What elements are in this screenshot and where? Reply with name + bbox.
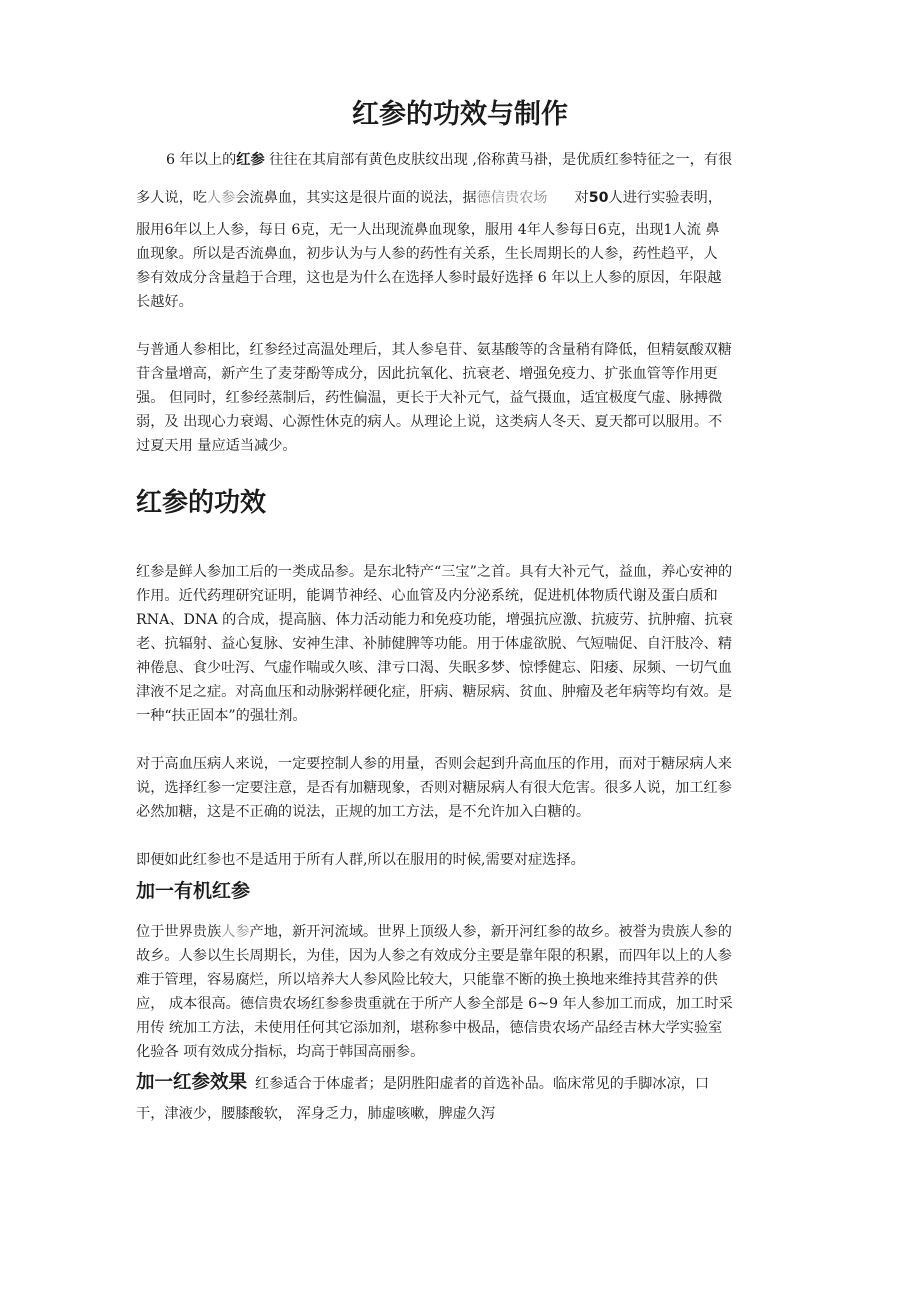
para6-line: 难于管理，容易腐烂，所以培养大人参风险比较大，只能靠不断的换土换地来维持其营养的供	[136, 972, 718, 988]
para3-line: RNA、DNA 的合成，提高脑、体力活动能力和免疫功能，增强抗应激、抗疲劳、抗肿瘤、抗衰	[136, 612, 733, 628]
text-run: 往往在其肩部有黄色皮肤纹出现 ,俗称黄马褂，是优质红参特征之一，有很	[264, 152, 733, 168]
section-heading-effect: 加一红参效果	[136, 1072, 248, 1093]
para4-line: 必然加糖，这是不正确的说法，正规的加工方法，是不允许加入白糖的。	[136, 804, 591, 820]
link-dexingui-farm[interactable]: 德信贵农场	[476, 190, 548, 206]
para2-line: 与普通人参相比，红参经过高温处理后，其人参皂苷、氨基酸等的含量稍有降低，但精氨酸双糖	[136, 342, 732, 358]
para1-line5: 参有效成分含量趋于合理，这也是为什么在选择人参时最好选择 6 年以上人参的原因，年限越	[136, 270, 722, 286]
para6-line: 故乡。人参以生长周期长，为佳，因为人参之有效成分主要是靠年限的积累，而四年以上的人参	[136, 948, 732, 964]
number-50: 50	[588, 190, 609, 206]
text-run: 红参适合于体虚者；是阴胜阳虚者的首选补品。临床常见的手脚冰凉，口	[255, 1076, 710, 1092]
text-run: 产地，新开河流域。世界上顶级人参，新开河红参的故乡。被誉为贵族人参的	[249, 924, 732, 940]
para7-line1	[136, 1068, 709, 1099]
page-title: 红参的功效与制作	[352, 99, 568, 130]
para4-line: 说，选择红参一定要注意，是否有加糖现象，否则对糖尿病人有很大危害。很多人说，加工红参	[136, 780, 732, 796]
text-run: 多人说，吃	[136, 190, 207, 206]
para3-line: 红参是鲜人参加工后的一类成品参。是东北特产“三宝”之首。具有大补元气，益血，养心安神的	[136, 564, 733, 580]
para5-line: 即便如此红参也不是适用于所有人群,所以在服用的时候,需要对症选择。	[136, 852, 585, 868]
section-heading-organic: 加一有机红参	[136, 880, 251, 902]
para4-line: 对于高血压病人来说，一定要控制人参的用量，否则会起到升高血压的作用，而对于糖尿病人来	[136, 756, 732, 772]
keyword-hongshen: 红参	[236, 152, 265, 168]
para6-line1	[136, 922, 732, 942]
para1-line2	[136, 188, 722, 208]
para3-line: 作用。近代药理研究证明，能调节神经、心血管及内分泌系统，促进机体物质代谢及蛋白质和	[136, 588, 718, 604]
text-run: 人进行实验表明，	[608, 190, 723, 206]
section-heading-effects: 红参的功效	[136, 488, 267, 518]
para6-line: 化验各 项有效成分指标，均高于韩国高丽参。	[136, 1044, 425, 1060]
para1-line3: 服用6年以上人参，每日 6克，无一人出现流鼻血现象，服用 4年人参每日6克，出现1人流 鼻	[136, 222, 720, 238]
para3-line: 一种“扶正固本”的强壮剂。	[136, 708, 307, 724]
para1-line6: 长越好。	[136, 294, 193, 310]
para1-line1	[166, 150, 732, 170]
text-run: 会流鼻血，其实这是很片面的说法，据	[235, 190, 477, 206]
link-renshen[interactable]: 人参	[206, 190, 236, 206]
text-run: 位于世界贵族	[136, 924, 222, 940]
link-renshen[interactable]: 人参	[221, 924, 250, 940]
para2-line: 强。 但同时，红参经蒸制后，药性偏温，更长于大补元气，益气摄血，适宜极度气虚、脉搏微	[136, 390, 723, 406]
para1-line4: 血现象。所以是否流鼻血，初步认为与人参的药性有关系，生长周期长的人参，药性趋平，人	[136, 246, 718, 262]
para6-line: 用传 统加工方法，未使用任何其它添加剂，堪称参中极品，德信贵农场产品经吉林大学实验室	[136, 1020, 723, 1036]
para2-line: 弱，及 出现心力衰竭、心源性休克的病人。从理论上说，这类病人冬天、夏天都可以服用。不	[136, 414, 723, 430]
para2-line: 苷含量增高，新产生了麦芽酚等成分，因此抗氧化、抗衰老、增强免疫力、扩张血管等作用更	[136, 366, 718, 382]
text-run: 6 年以上的	[166, 152, 237, 168]
para3-line: 神倦息、食少吐泻、气虚作喘或久咳、津亏口渴、失眠多梦、惊悸健忘、阳痿、尿频、一切气血	[136, 660, 732, 676]
text-run: 对	[547, 190, 589, 206]
para3-line: 津液不足之症。对高血压和动脉粥样硬化症，肝病、糖尿病、贫血、肿瘤及老年病等均有效。是	[136, 684, 732, 700]
para7-line2: 干，津液少，腰膝酸软， 浑身乏力，肺虚咳嗽，脾虚久泻	[136, 1106, 496, 1122]
para6-line: 应， 成本很高。德信贵农场红参参贵重就在于所产人参全部是 6~9 年人参加工而成，加工时采	[136, 996, 733, 1012]
para2-line: 过夏天用 量应适当减少。	[136, 438, 297, 454]
para3-line: 老、抗辐射、益心复脉、安神生津、补肺健脾等功能。用于体虚欲脱、气短喘促、自汗肢冷、精	[136, 636, 732, 652]
